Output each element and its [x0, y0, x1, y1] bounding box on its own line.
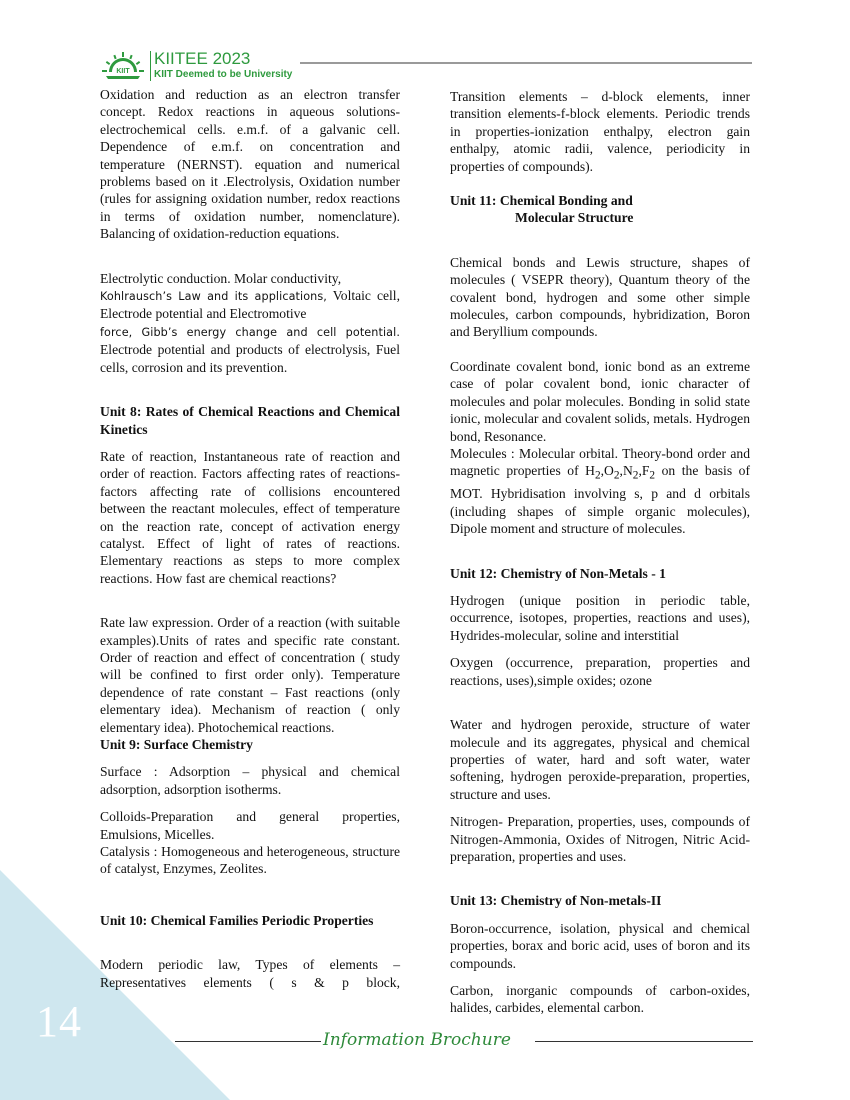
text-run: Voltaic cell, Electrode potential and Electromotive: [100, 288, 400, 322]
text-run-kohlrausch: Kohlrausch’s Law and its applications,: [100, 290, 327, 304]
text-run: ,O: [600, 463, 614, 479]
page-header: [100, 48, 752, 84]
unit8-heading: Unit 8: Rates of Chemical Reactions and Chemical Kinetics: [100, 404, 400, 437]
paragraph-molecular-orbital: [450, 445, 750, 538]
paragraph-colloids: Colloids-Preparation and general properties, Emulsions, Micelles.: [100, 809, 400, 842]
unit10-heading: Unit 10: Chemical Families Periodic Properties: [100, 912, 374, 928]
left-column: [100, 86, 400, 991]
paragraph-water: Water and hydrogen peroxide, structure of water molecule and its aggregates, physical and chemical properties of water, hard and soft water, water softening, hydrogen peroxide-preparation, properties, structure and uses.: [450, 717, 750, 802]
paragraph-redox: Oxidation and reduction as an electron transfer concept. Redox reactions in aqueous solutions-electrochemical cells. e.m.f. of a galvanic cell. Dependence of e.m.f. on concentration and temperature (NERNST). equation and numerical problems based on it .Electrolysis, Oxidation number (rules for assigning oxidation number, redox reactions in terms of oxidation number, nomenclature). Balancing of oxidation-reduction equations.: [100, 87, 400, 242]
footer-rule-left: [175, 1041, 321, 1042]
unit9-heading: Unit 9: Surface Chemistry: [100, 737, 253, 752]
unit11-heading-line2: Molecular Structure: [515, 210, 634, 226]
unit11-heading-line1: Unit 11: Chemical Bonding and: [450, 193, 633, 209]
paragraph-periodic-law: Modern periodic law, Types of elements – Representatives elements ( s & p block,: [100, 957, 400, 990]
paragraph-adsorption: Surface : Adsorption – physical and chemical adsorption, adsorption isotherms.: [100, 764, 400, 797]
header-title: KIITEE 2023: [154, 49, 251, 68]
paragraph-carbon: Carbon, inorganic compounds of carbon-oxides, halides, carbides, elemental carbon.: [450, 982, 750, 1016]
paragraph-rate-of-reaction: Rate of reaction, Instantaneous rate of reaction and order of reaction. Factors affecting rates of reactions- factors affecting rate of collisions encountered between the reactant molecules, effect of temperature on the reaction rate, concept of activation energy catalyst. Effect of light of rates of reactions. Elementary reactions as steps to more complex reactions. How fast are chemical reactions?: [100, 448, 400, 586]
subscript: 2: [632, 470, 639, 483]
text-run: Electrode potential and products of electrolysis, Fuel cells, corrosion and its prevention.: [100, 342, 400, 375]
page-footer: [175, 1030, 753, 1052]
text-run: Molecules : Molecular orbital. Theory-bond order and magnetic properties of H: [450, 445, 750, 479]
subscript: 2: [613, 470, 620, 483]
page-number: 14: [36, 997, 82, 1046]
logo-divider: [150, 51, 151, 81]
header-subtitle: KIIT Deemed to be University: [154, 69, 293, 80]
unit11-heading: [450, 192, 750, 227]
text-run: ,F: [638, 463, 650, 479]
unit13-heading: Unit 13: Chemistry of Non-metals-II: [450, 893, 662, 909]
paragraph-catalysis: Catalysis : Homogeneous and heterogeneous, structure of catalyst, Enzymes, Zeolites.: [100, 844, 400, 877]
text-run: Electrolytic conduction. Molar conductivity,: [100, 270, 342, 286]
subscript: 2: [594, 470, 601, 483]
text-run-gibbs: force, Gibb’s energy change and cell potential.: [100, 325, 400, 339]
logo-text: KIIT: [116, 68, 130, 75]
paragraph-transition-elements: Transition elements – d-block elements, inner transition elements-f-block elements. Periodic trends in properties-ionization enthalpy, electron gain enthalpy, atomic radii, valence, periodicity in properties of compounds).: [450, 89, 750, 174]
text-run: on the basis of MOT. Hybridisation involving s, p and d orbitals (including shapes of simple organic molecules), Dipole moment and structure of molecules.: [450, 463, 751, 537]
footer-rule-right: [535, 1041, 753, 1042]
paragraph-rate-law: Rate law expression. Order of a reaction (with suitable examples).Units of rates and specific rate constant. Order of reaction and effect of concentration ( study will be confined to first order only). Temperature dependence of rate constant – Fast reactions (only elementary idea). Mechanism of reaction ( only elementary idea). Photochemical reactions.: [100, 615, 400, 735]
header-rule: [300, 62, 752, 64]
right-column: [450, 88, 750, 1017]
paragraph-chemical-bonds: Chemical bonds and Lewis structure, shapes of molecules ( VSEPR theory), Quantum theory of the covalent bond, hydrogen and some other simple molecules, carbon compounds, hybridization, Boron and Beryllium compounds.: [450, 254, 750, 340]
paragraph-boron: Boron-occurrence, isolation, physical and chemical properties, borax and boric acid, uses of boron and its compounds.: [450, 920, 750, 971]
paragraph-hydrogen: Hydrogen (unique position in periodic table, occurrence, isotopes, properties, reactions and uses), Hydrides-molecular, soline and interstitial: [450, 593, 750, 643]
text-run: ,N: [619, 463, 633, 479]
footer-text: Information Brochure: [323, 1030, 511, 1050]
paragraph-electrolytic-conduction: [100, 270, 400, 376]
unit12-heading: Unit 12: Chemistry of Non-Metals - 1: [450, 565, 666, 581]
kiit-logo-icon: [100, 50, 146, 84]
paragraph-coordinate-bond: Coordinate covalent bond, ionic bond as an extreme case of polar covalent bond, ionic character of molecules and polar molecules. Bonding in solid state ionic, molecular and covalent solids, metals. Hydrogen bond, Resonance.: [450, 358, 750, 444]
paragraph-oxygen: Oxygen (occurrence, preparation, properties and reactions, uses),simple oxides; ozone: [450, 655, 750, 688]
paragraph-nitrogen: Nitrogen- Preparation, properties, uses, compounds of Nitrogen-Ammonia, Oxides of Nitrogen, Nitric Acid-preparation, properties and uses.: [450, 814, 750, 864]
subscript: 2: [649, 470, 656, 483]
